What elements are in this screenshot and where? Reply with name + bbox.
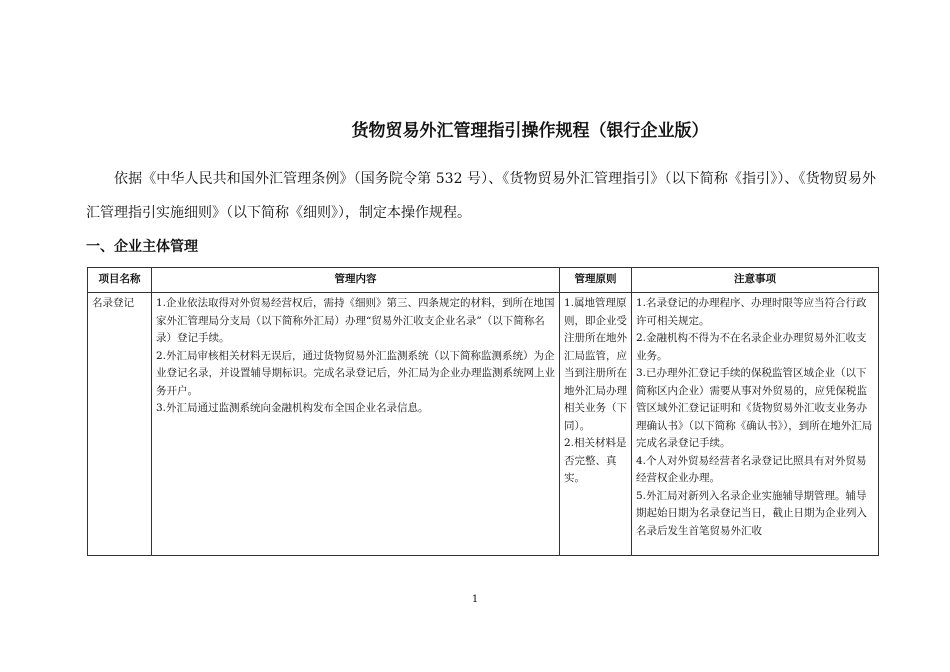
header-principle: 管理原则 bbox=[560, 268, 632, 293]
content-line: 3.外汇局通过监测系统向金融机构发布全国企业名录信息。 bbox=[156, 402, 429, 414]
page-number: 1 bbox=[471, 594, 479, 605]
cell-item-name bbox=[88, 293, 152, 556]
intro-paragraph: 依据《中华人民共和国外汇管理条例》（国务院令第 532 号）、《货物贸易外汇管理指引》（以下简称《指引》）、《货物贸易外汇管理指引实施细则》（以下简称《细则》），制定本操作规程。 bbox=[86, 171, 876, 221]
section-heading: 一、企业主体管理 bbox=[86, 239, 198, 255]
management-table bbox=[87, 267, 879, 556]
table-header-row bbox=[88, 268, 879, 293]
item-name-text: 名录登记 bbox=[92, 297, 134, 309]
header-content: 管理内容 bbox=[152, 268, 560, 293]
cell-content bbox=[152, 293, 560, 556]
header-item-name: 项目名称 bbox=[88, 268, 152, 293]
table-row bbox=[88, 293, 879, 556]
content-line: 2.外汇局审核相关材料无误后，通过货物贸易外汇监测系统（以下简称监测系统）为企业登记名录，并设置辅导期标识。完成名录登记后，外汇局为企业办理监测系统网上业务开户。 bbox=[156, 349, 555, 397]
note-line: 5.外汇局对新列入名录企业实施辅导期管理。辅导期起始日期为名录登记当日，截止日期为企业列入名录后发生首笔贸易外汇收 bbox=[636, 489, 867, 537]
note-line: 4.个人对外贸易经营者名录登记比照具有对外贸易经营权企业办理。 bbox=[636, 454, 867, 484]
principle-line: 2.相关材料是否完整、真实。 bbox=[564, 437, 627, 484]
note-line: 2.金融机构不得为不在名录企业办理贸易外汇收支业务。 bbox=[636, 332, 867, 362]
note-line: 3.已办理外汇登记手续的保税监管区域企业（以下简称区内企业）需要从事对外贸易的，应凭保税监管区域外汇登记证明和《货物贸易外汇收支业务办理确认书》（以下简称《确认书》），到所在地外汇局完成名录登记手续。 bbox=[636, 367, 873, 449]
content-line: 1.企业依法取得对外贸易经营权后，需持《细则》第三、四条规定的材料，到所在地国家外汇管理局分支局（以下简称外汇局）办理“贸易外汇收支企业名录”（以下简称名录）登记手续。 bbox=[156, 297, 555, 344]
principle-line: 1.属地管理原则，即企业受注册所在地外汇局监管，应当到注册所在地外汇局办理相关业务（下同）。 bbox=[564, 297, 627, 432]
cell-notes bbox=[632, 293, 879, 556]
header-notes: 注意事项 bbox=[632, 268, 879, 293]
cell-principle bbox=[560, 293, 632, 556]
document-title: 货物贸易外汇管理指引操作规程（银行企业版） bbox=[351, 121, 709, 141]
note-line: 1.名录登记的办理程序、办理时限等应当符合行政许可相关规定。 bbox=[636, 297, 867, 327]
